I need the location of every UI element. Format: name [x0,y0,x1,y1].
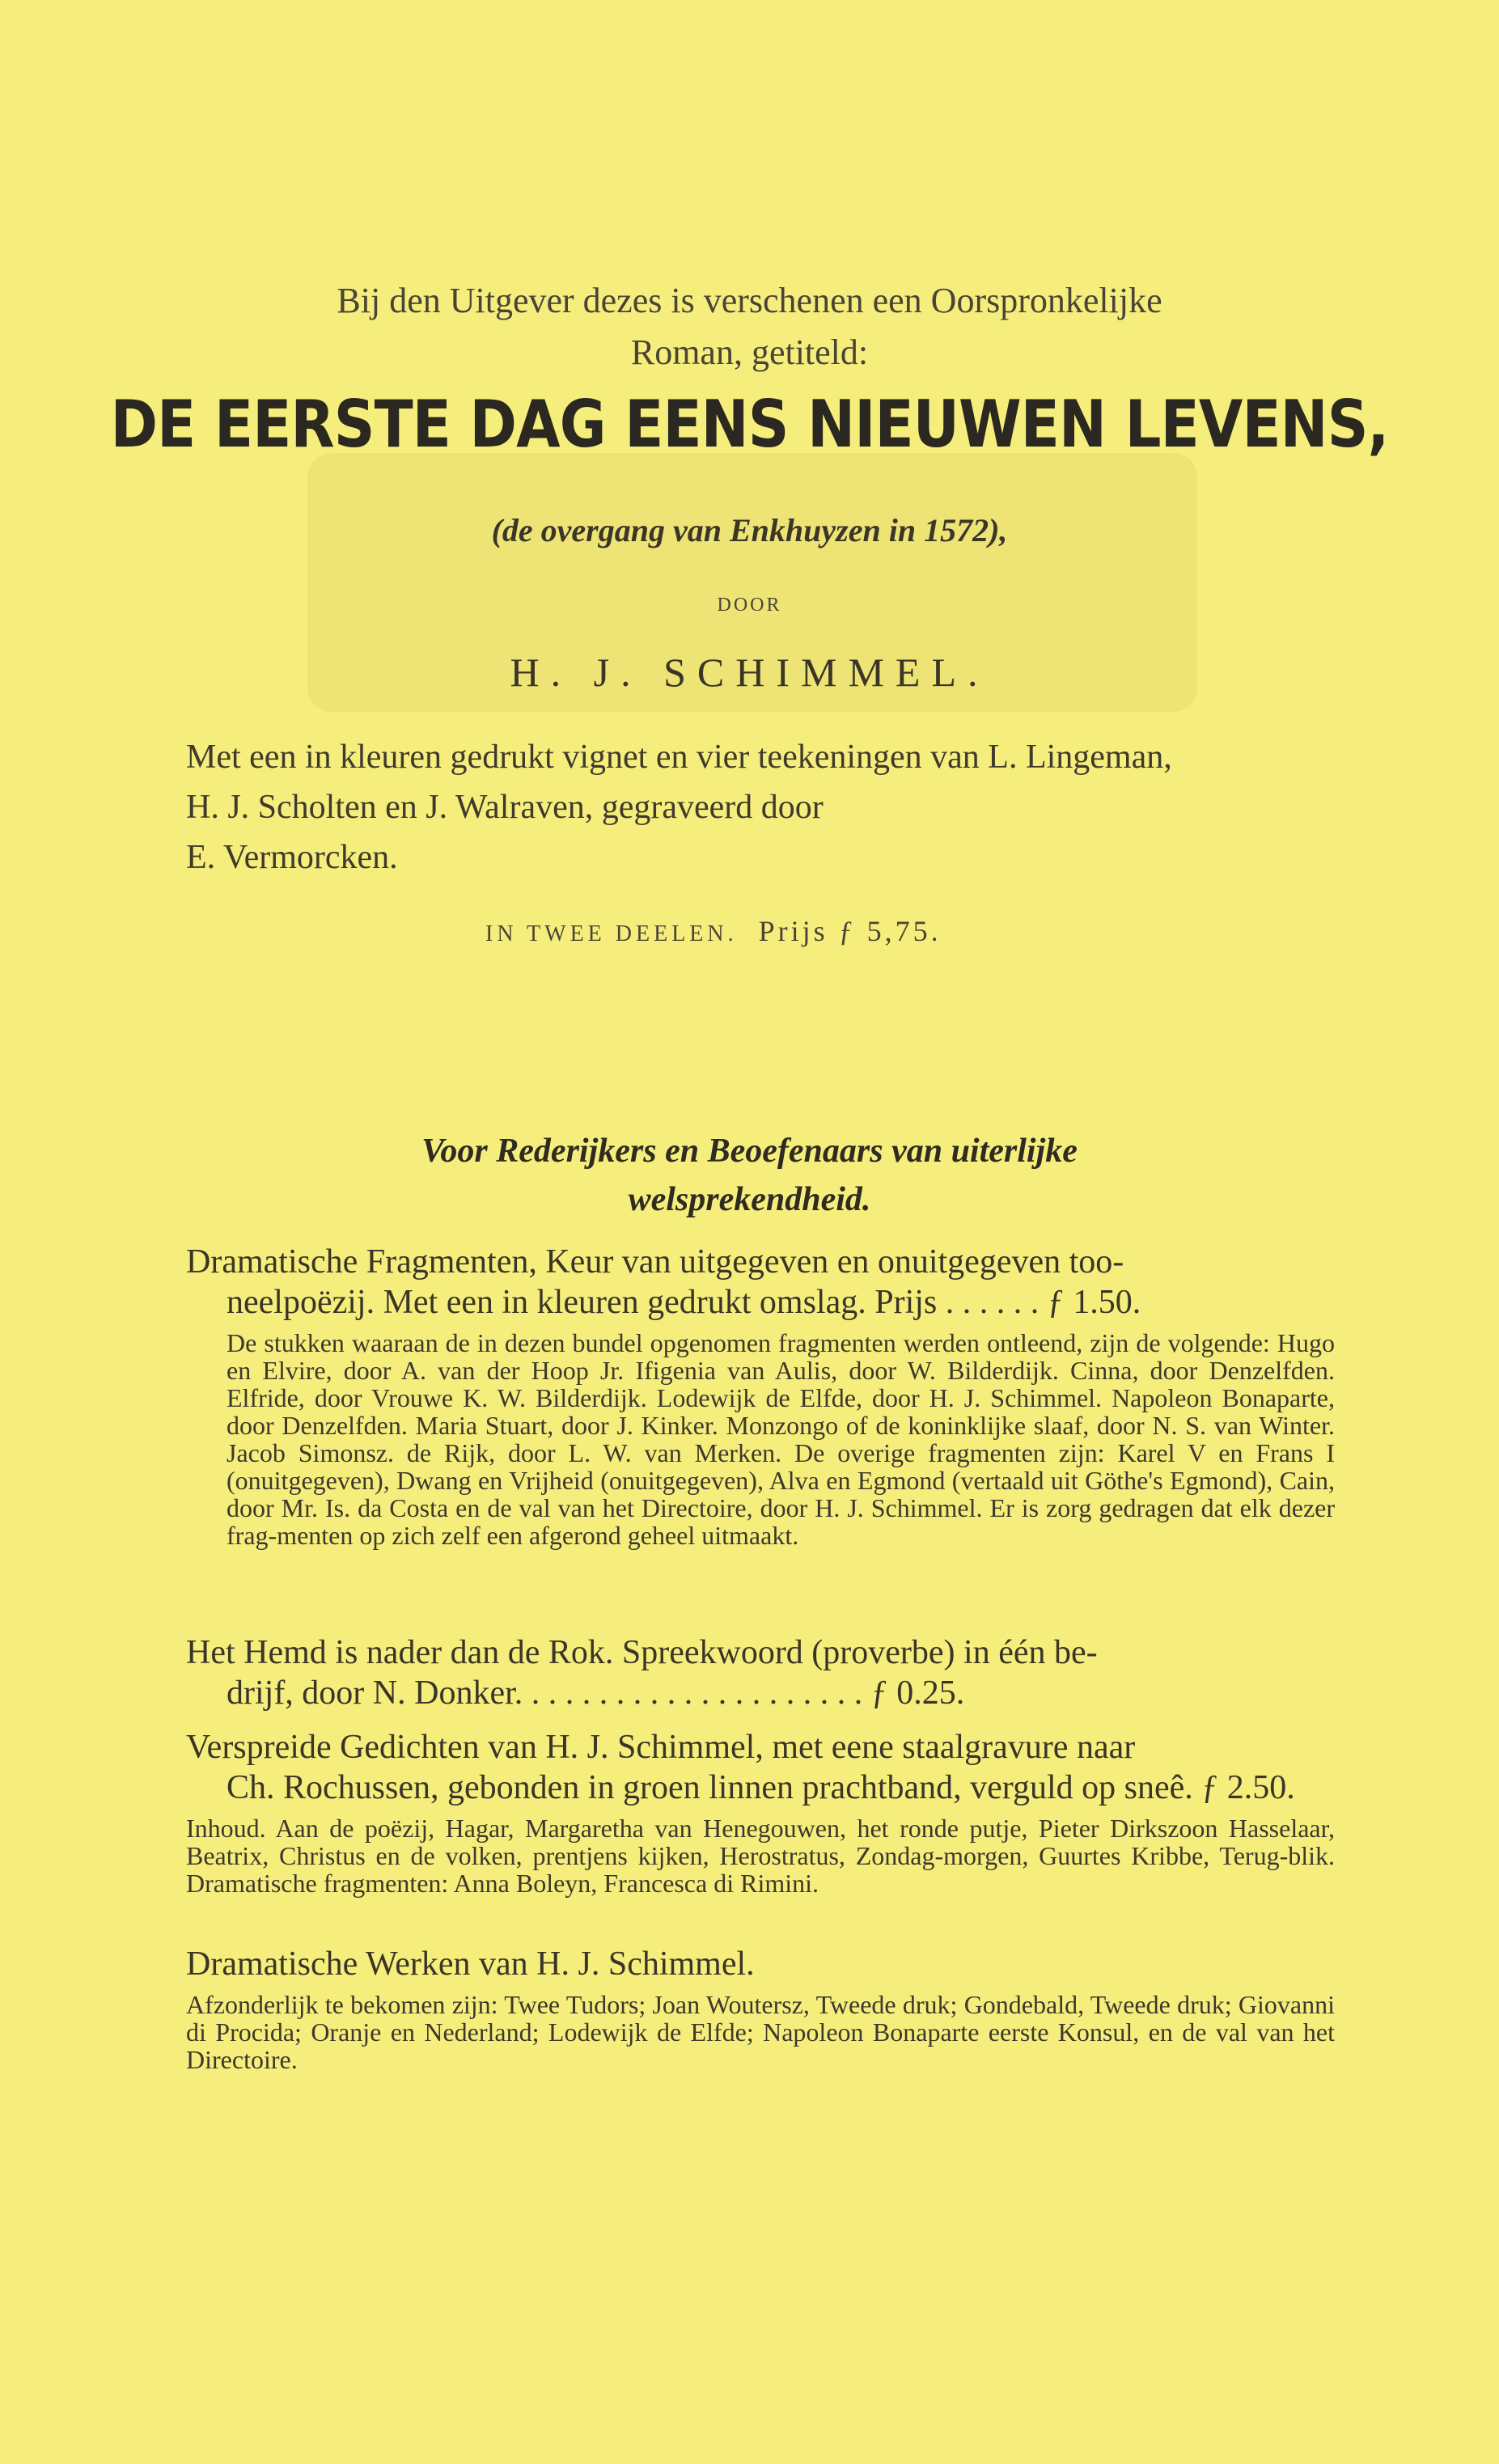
price-label: Prijs ƒ 5,75. [758,915,942,947]
credits-line-1: Met een in kleuren gedrukt vignet en vier teekeningen van L. Lingeman, [186,739,1172,776]
entry-title-line-1: Dramatische Fragmenten, Keur van uitgegeven en onuitgegeven too- [186,1243,1124,1281]
credits [186,732,1335,883]
section-heading-line-1: Voor Rederijkers en Beoefenaars van uiterlijke [421,1133,1078,1170]
entry-description: Inhoud. Aan de poëzij, Hagar, Margaretha van Henegouwen, het ronde putje, Pieter Dirkszoon Hasselaar, Beatrix, Christus en de volken, prentjens kijken, Herostratus, Zondag-morgen, Guurtes Kribbe, Terug-blik. Dramatische fragmenten: Anna Boleyn, Francesca di Rimini. [186,1814,1335,1898]
entry-description: De stukken waaraan de in dezen bundel opgenomen fragmenten werden ontleend, zijn de volgende: Hugo en Elvire, door A. van der Hoop Jr. Ifigenia van Aulis, door W. Bilderdijk. Cinna, door Denzelfden. Elfride, door Vrouwe K. W. Bilderdijk. Lodewijk de Elfde, door H. J. Schimmel. Napoleon Bonaparte, door Denzelfden. Maria Stuart, door J. Kinker. Monzongo of de koninklijke slaaf, door N. S. van Winter. Jacob Simonsz. de Rijk, door L. W. van Merken. De overige fragmenten zijn: Karel V en Frans I (onuitgegeven), Dwang en Vrijheid (onuitgegeven), Alva en Egmond (vertaald uit Göthe's Egmond), Cain, door Mr. Is. da Costa en de val van het Directoire, door H. J. Schimmel. Er is zorg gedragen dat elk dezer frag-menten op zich zelf een afgerond geheel uitmaakt. [227,1328,1335,1550]
entry-title-line-2: neelpoëzij. Met een in kleuren gedrukt omslag. Prijs . . . . . . ƒ 1.50. [227,1284,1141,1321]
entry-title-line-2: drijf, door N. Donker. . . . . . . . . . . . . . . . . . . . . ƒ 0.25. [227,1674,965,1712]
section-heading-line-2: welsprekendheid. [628,1181,871,1218]
intro-line-2: Roman, getiteld: [630,332,869,372]
volumes-label: IN TWEE DEELEN. [485,921,738,946]
edition-info [485,914,1499,948]
by-label: DOOR [717,595,782,616]
entry-title [186,1242,1335,1323]
entry-title-line-1: Verspreide Gedichten van H. J. Schimmel, met eene staalgravure naar [186,1729,1136,1766]
book-subtitle: (de overgang van Enkhuyzen in 1572), [491,512,1008,548]
entry-het-hemd [186,1632,1335,1713]
entry-dramatische-fragmenten [186,1242,1335,1549]
author-name: H. J. SCHIMMEL. [510,650,989,695]
entry-description: Afzonderlijk te bekomen zijn: Twee Tudors; Joan Woutersz, Tweede druk; Gondebald, Tweede druk; Giovanni di Procida; Oranje en Nederland; Lodewijk de Elfde; Napoleon Bonaparte eerste Konsul, en de val van het Directoire. [186,1990,1335,2074]
entry-title [186,1727,1335,1808]
section-heading [0,1127,1499,1224]
entry-title [186,1632,1335,1713]
entry-title: Dramatische Werken van H. J. Schimmel. [186,1945,755,1983]
entry-title-line-1: Het Hemd is nader dan de Rok. Spreekwoord (proverbe) in één be- [186,1634,1098,1671]
book-title: DE EERSTE DAG EENS NIEUWEN LEVENS, [110,387,1389,462]
intro [0,275,1499,379]
entry-title-line-2: Ch. Rochussen, gebonden in groen linnen prachtband, verguld op sneê. ƒ 2.50. [227,1769,1295,1806]
credits-line-3: E. Vermorcken. [186,839,398,876]
entry-verspreide-gedichten [186,1727,1335,1897]
entry-dramatische-werken [186,1944,1335,2073]
intro-line-1: Bij den Uitgever dezes is verschenen een Oorspronkelijke [337,281,1162,320]
credits-line-2: H. J. Scholten en J. Walraven, gegraveerd door [186,789,824,826]
